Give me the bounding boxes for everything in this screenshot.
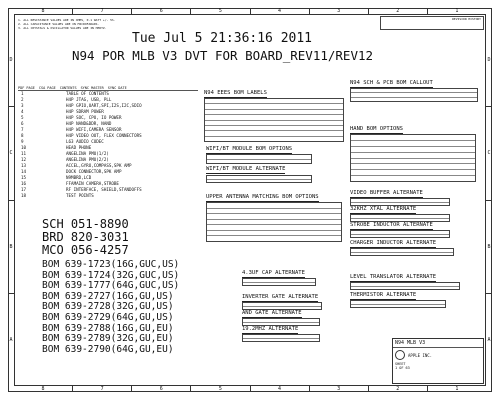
title-block <box>392 338 484 384</box>
strobe-inductor-table <box>350 230 450 238</box>
bom-entry: BOM 639-2789(32G,GU,EU) <box>42 333 174 345</box>
and-gate-alt-section <box>242 310 302 318</box>
apple-logo-icon <box>395 350 405 360</box>
zone-label: 4 <box>250 386 309 392</box>
toc-col-header: PDF PAGE <box>18 86 35 90</box>
section-title: INVERTER GATE ALTERNATE <box>242 294 319 300</box>
eees-bom-table <box>204 98 344 142</box>
toc-row-title: FFAMAIN CAMERA,STROBE <box>66 181 119 186</box>
title-block-sheet-label: SHEET <box>395 362 406 366</box>
level-translator-section <box>350 274 436 282</box>
toc-row-number: 3 <box>21 103 24 108</box>
toc-row-number: 1 <box>21 91 24 96</box>
brd-number: BRD 820-3031 <box>42 230 129 244</box>
section-title: UPPER ANTENNA MATCHING BOM OPTIONS <box>206 194 319 200</box>
toc-row-title: H4P SOC, CPU, IO POWER <box>66 115 122 120</box>
section-title: LEVEL TRANSLATOR ALTERNATE <box>350 274 437 280</box>
bom-list <box>42 260 179 355</box>
zone-label: 5 <box>190 8 249 14</box>
toc-row-number: 17 <box>21 187 27 192</box>
section-title: STROBE INDUCTOR ALTERNATE <box>350 222 433 228</box>
toc-row-title: H4P VIDEO OUT, FLEX CONNECTORS <box>66 133 142 138</box>
toc-col-header: CONTENTS <box>59 86 77 90</box>
xtal32-section <box>350 206 416 214</box>
level-translator-table <box>350 282 460 290</box>
zone-label: 8 <box>41 386 45 392</box>
wifi-bom-section <box>206 146 292 154</box>
section-title: WIFI/BT MODULE ALTERNATE <box>206 166 286 172</box>
toc-col-header: SYNC MASTER <box>80 86 104 90</box>
hand-bom-table <box>350 134 476 182</box>
zone-label: 1 <box>427 386 486 392</box>
inverter-alt-table <box>242 302 322 310</box>
toc-row-title: RF INTERFACE, SHIELD,STANDOFFS <box>66 187 142 192</box>
revision-block <box>380 16 484 30</box>
note-line: 3. ALL CRYSTALS & OSCILLATOR VALUES ARE IN HERTZ. <box>18 26 107 30</box>
sch-number: SCH 051-8890 <box>42 217 129 231</box>
part-numbers <box>42 218 129 257</box>
toc-row-number: 2 <box>21 97 24 102</box>
section-title: HAND BOM OPTIONS <box>350 126 403 132</box>
toc-row-title: HEAD PHONE <box>66 145 92 150</box>
zone-label: B <box>486 200 492 293</box>
zone-row-bottom <box>14 386 486 392</box>
note-line: 2. ALL CAPACITANCE VALUES ARE IN MICROFARADS. <box>18 22 100 26</box>
antenna-section <box>206 194 319 202</box>
title-block-page: 1 OF 63 <box>395 366 410 370</box>
zone-label: 5 <box>190 386 249 392</box>
bom-entry: BOM 639-1777(64G,GUC,US) <box>42 280 180 292</box>
toc-row <box>18 193 198 199</box>
mco-number: MCO 056-4257 <box>42 243 129 257</box>
toc-row-number: 14 <box>21 169 27 174</box>
zone-label: 2 <box>368 386 427 392</box>
toc-row-title: DOCK CONNECTOR,SPK AMP <box>66 169 122 174</box>
toc-row-number: 7 <box>21 127 24 132</box>
toc-col-header: SYNC DATE <box>107 86 127 90</box>
zone-col-left <box>8 14 14 386</box>
zone-label: 1 <box>427 8 486 14</box>
bom-entry: BOM 639-2729(64G,GU,US) <box>42 311 174 323</box>
print-date: Tue Jul 5 21:36:16 2011 <box>132 31 313 46</box>
title-block-company: APPLE INC. <box>408 352 433 358</box>
section-title: N94 SCH & PCB BOM CALLOUT <box>350 80 433 86</box>
sch-pcb-table <box>350 88 478 102</box>
zone-label: 4 <box>250 8 309 14</box>
charger-inductor-table <box>350 248 454 256</box>
zone-label: A <box>486 293 492 386</box>
inverter-alt-section <box>242 294 318 302</box>
zone-label: C <box>486 106 492 199</box>
zone-label: A <box>8 293 14 386</box>
toc-row-title: H4P GPIO,UART,SPI,I2S,I2C,SDIO <box>66 103 142 108</box>
zone-label: 6 <box>131 386 190 392</box>
table-of-contents <box>18 86 198 199</box>
thermistor-section <box>350 292 416 300</box>
bom-entry: BOM 639-2788(16G,GU,EU) <box>42 322 174 334</box>
section-title: 32KHZ XTAL ALTERNATE <box>350 206 417 212</box>
toc-rows <box>18 91 198 199</box>
xtal19-alt-table <box>242 334 320 342</box>
section-title: N94 EEES BOM LABELS <box>204 90 267 96</box>
toc-row-number: 12 <box>21 157 27 162</box>
toc-row-number: 5 <box>21 115 24 120</box>
section-title: THERMISTOR ALTERNATE <box>350 292 417 298</box>
sch-pcb-section <box>350 80 433 88</box>
video-buffer-table <box>350 198 450 206</box>
bom-entry: BOM 639-2728(32G,GU,US) <box>42 301 174 313</box>
cap-alt-section <box>242 270 305 278</box>
toc-row-number: 15 <box>21 175 27 180</box>
section-title: CHARGER INDUCTOR ALTERNATE <box>350 240 437 246</box>
antenna-table <box>206 202 342 242</box>
section-title: WIFI/BT MODULE BOM OPTIONS <box>206 146 293 152</box>
hand-bom-section <box>350 126 403 134</box>
zone-label: 3 <box>309 8 368 14</box>
wifi-alt-section <box>206 166 285 174</box>
eees-bom-section <box>204 90 267 98</box>
toc-row-number: 10 <box>21 145 27 150</box>
toc-row-number: 9 <box>21 139 24 144</box>
toc-row-number: 18 <box>21 193 27 198</box>
toc-col-header: CSA PAGE <box>38 86 56 90</box>
toc-row-number: 6 <box>21 121 24 126</box>
page-title: N94 POR MLB V3 DVT FOR BOARD_REV11/REV12 <box>72 48 374 63</box>
bom-entry: BOM 639-2727(16G,GU,US) <box>42 290 174 302</box>
zone-label: 8 <box>41 8 45 14</box>
note-line: 1. ALL RESISTANCE VALUES ARE IN OHMS, 0.1 WATT +/- 5%. <box>18 18 116 22</box>
zone-label: 3 <box>309 386 368 392</box>
zone-label: 2 <box>368 8 427 14</box>
toc-row-title: N9MBRD,LCD <box>66 175 92 180</box>
strobe-inductor-section <box>350 222 433 230</box>
zone-col-right <box>486 14 492 386</box>
section-title: 19.2MHZ ALTERNATE <box>242 326 299 332</box>
title-block-name: N94 MLB V3 <box>393 339 483 348</box>
wifi-bom-table <box>206 154 312 164</box>
section-title: AND GATE ALTERNATE <box>242 310 302 316</box>
toc-row-title: ANGELINA PMU(2/2) <box>66 157 109 162</box>
toc-row-number: 11 <box>21 151 27 156</box>
toc-row-title: ANGELINA PMU(1/2) <box>66 151 109 156</box>
toc-row-title: H4P SDRAM POWER <box>66 109 104 114</box>
zone-label: 7 <box>72 8 131 14</box>
toc-row-number: 8 <box>21 133 24 138</box>
zone-label: D <box>9 57 13 64</box>
zone-row-top <box>14 8 486 14</box>
toc-row-number: 13 <box>21 163 27 168</box>
cap-alt-table <box>242 278 316 286</box>
zone-label: D <box>487 57 491 64</box>
video-buffer-section <box>350 190 423 198</box>
section-title: VIDEO BUFFER ALTERNATE <box>350 190 423 196</box>
toc-row-title: TEST POINTS <box>66 193 94 198</box>
toc-row-title: ACCEL,GYRO,COMPASS,SPK AMP <box>66 163 132 168</box>
xtal19-alt-section <box>242 326 298 334</box>
toc-row-title: H4P JTAG, USB, PLL <box>66 97 112 102</box>
toc-row-title: L63 AUDIO CODEC <box>66 139 104 144</box>
zone-label: 7 <box>72 386 131 392</box>
toc-row-title: TABLE OF CONTENTS <box>66 91 109 96</box>
wifi-alt-table <box>206 175 312 183</box>
revision-header: REVISION HISTORY <box>452 17 481 21</box>
bom-entry: BOM 639-1724(32G,GUC,US) <box>42 269 180 281</box>
bom-entry: BOM 639-1723(16G,GUC,US) <box>42 259 180 270</box>
zone-label: B <box>8 200 14 293</box>
charger-inductor-section <box>350 240 436 248</box>
and-gate-alt-table <box>242 318 320 326</box>
toc-row-title: H4P WIFI,CAMERA SENSOR <box>66 127 122 132</box>
drawing-notes <box>18 18 116 30</box>
bom-entry: BOM 639-2790(64G,GU,EU) <box>42 343 174 355</box>
toc-row-number: 16 <box>21 181 27 186</box>
thermistor-table <box>350 300 446 308</box>
zone-label: C <box>8 106 14 199</box>
section-title: 4.3UF CAP ALTERNATE <box>242 270 305 276</box>
toc-row-title: H4P NAND&DDR, NAND <box>66 121 112 126</box>
toc-row-number: 4 <box>21 109 24 114</box>
xtal32-table <box>350 214 450 222</box>
zone-label: 6 <box>131 8 190 14</box>
